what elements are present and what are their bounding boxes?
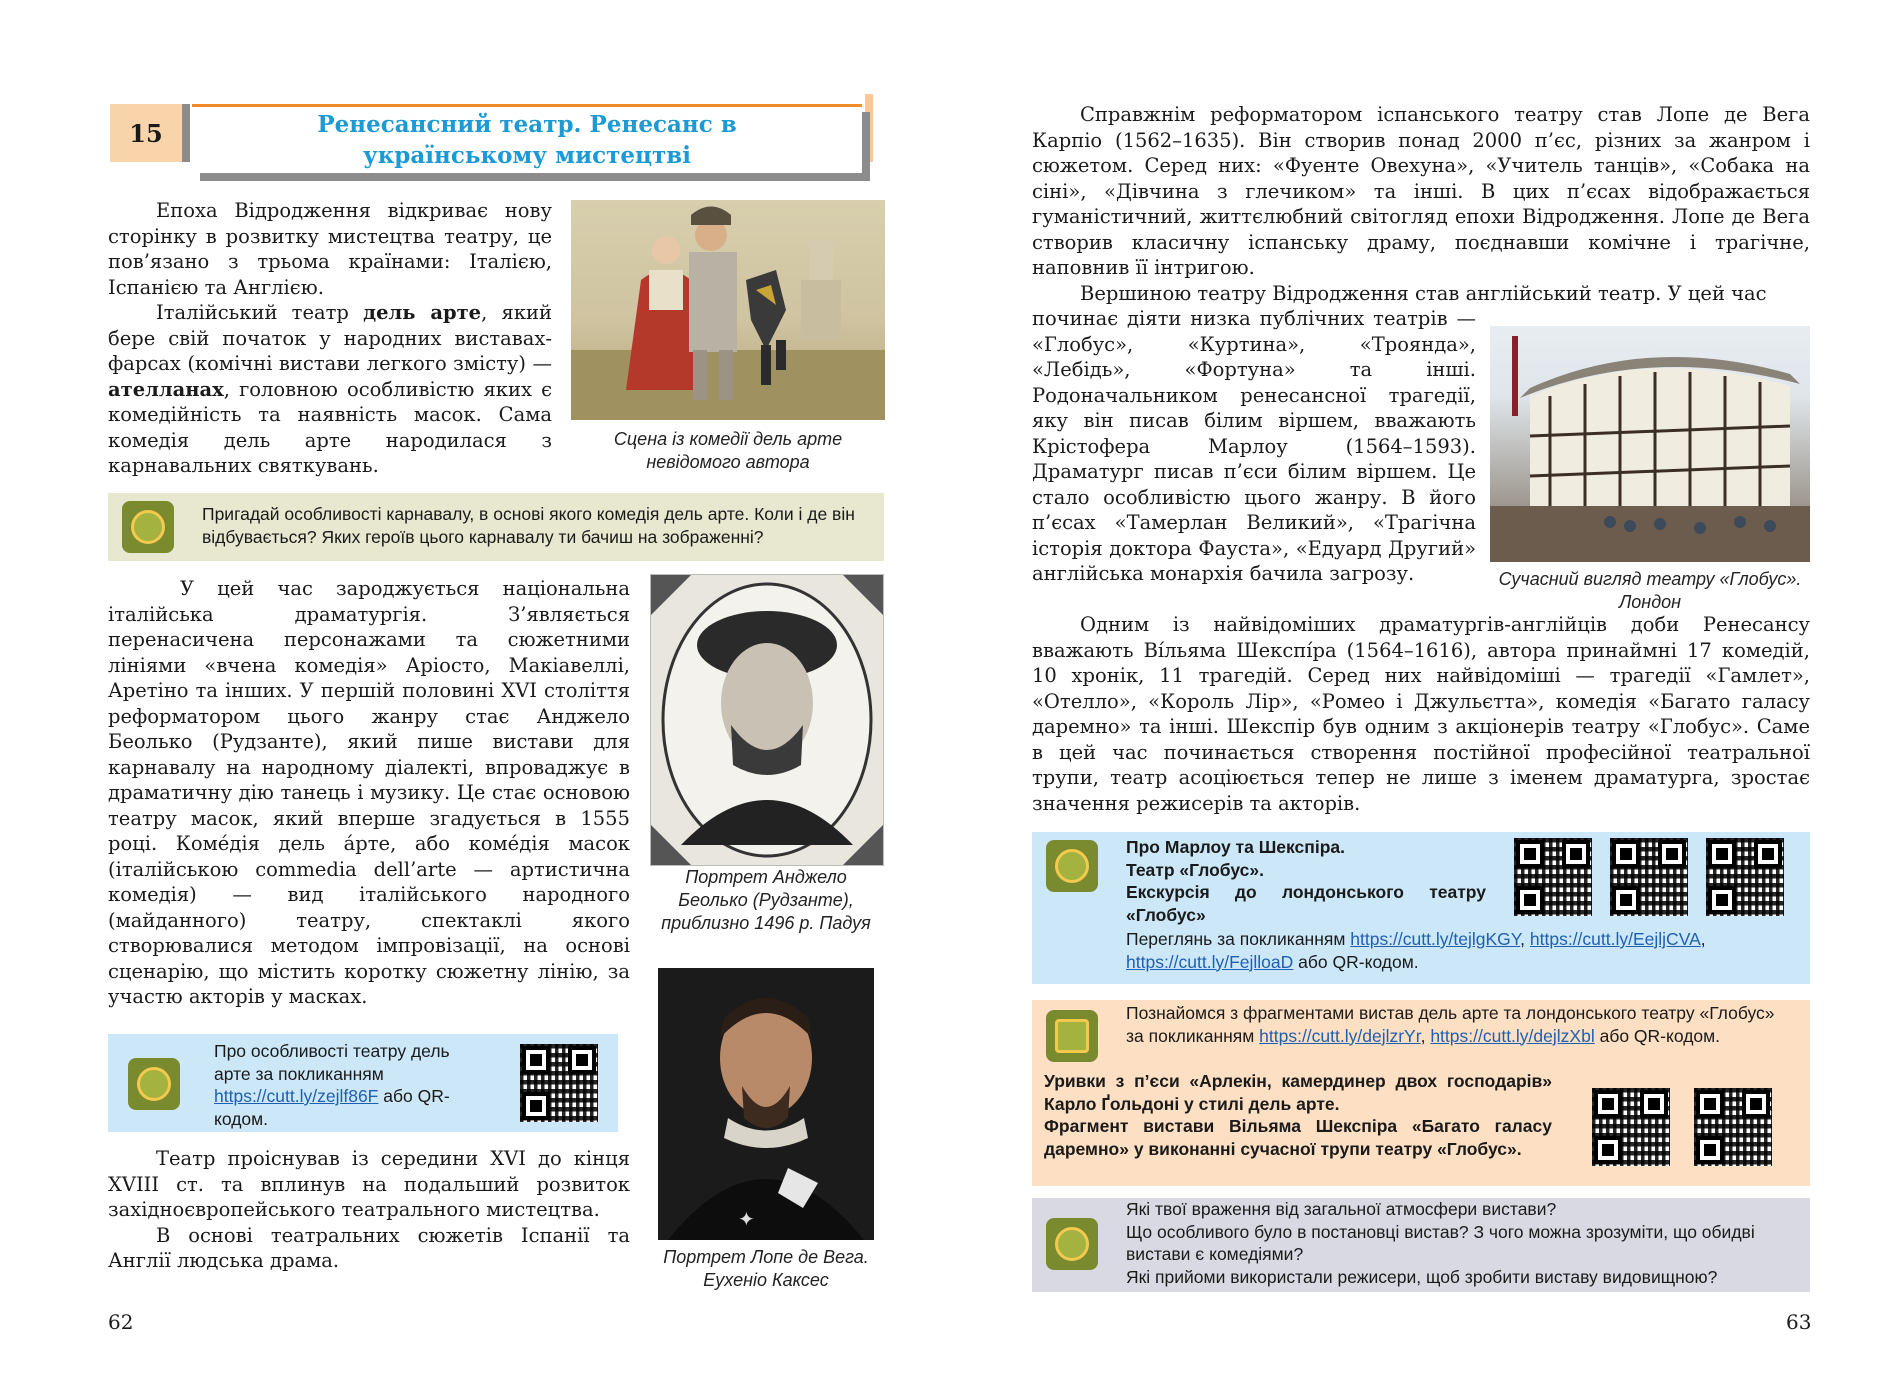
qr-code-4[interactable] [1592, 1088, 1670, 1166]
marlowe-box-links: Переглянь за покликанням https://cutt.ly/tejlgKGY, https://cutt.ly/EejljCVA, https://cutt.ly/FejlloaD або QR-кодом. [1126, 929, 1706, 972]
paragraph-drama: У цей час зароджується національна італійська драматургія. З’являється перенасичена персонажами та сюжетними лініями «вчена комедія» Аріосто, Макіавеллі, Аретіно та інших. У першій половині XVI століття реформатором цього жанру стає Анджело Беолько (Рудзанте), який пише вистави для карнавалу на народному діалекті, впроваджує в драматичну дію танець і музику. Це стає основою театру масок, який вперше згадується в 1555 році. Коме́дія дель а́рте, або коме́дія масок (італійською commedia dell’arte — артистична комедія) — вид італійського народного (майданного) театру, спектаклі якого створювалися методом імпровізації, на основі сценарію, що містить коротку сюжетну лінію, за участю акторів у масках. [108, 577, 630, 1008]
discussion-questions [1126, 1198, 1796, 1288]
commedia-scene-illustration [571, 200, 885, 420]
qr-phone-icon [128, 1058, 180, 1110]
paragraph-shakespeare: Одним із найвідоміших драматургів-англійців доби Ренесансу вважають Ві́льяма Шекспі́ра (1564–1616), автора принаймні 17 комедій, 10 хронік, 11 трагедій. Серед них найвідоміші — трагедії «Гамлет», «Отелло», «Король Лір», «Ромео і Джульєтта», комедія «Багато галасу даремно» та інші. Шекспір був одним з акціонерів театру «Глобус». Саме в цей час починається створення постійної професійної театральної трупи, театр асоціюється тепер не лише з іменем драматурга, зростає значення режисерів та акторів. [1032, 613, 1810, 815]
qr-code[interactable] [520, 1044, 598, 1122]
qr-code-2[interactable] [1610, 838, 1688, 916]
lesson-title-text: Ренесансний театр. Ренесанс в українському мистецтві [317, 111, 737, 169]
performances-list [1044, 1070, 1552, 1160]
globe-link-1[interactable]: https://cutt.ly/tejlgKGY [1350, 929, 1521, 949]
excursion-title: Екскурсія до лондонського театру «Глобус» [1126, 882, 1486, 925]
globe-theatre-image [1490, 326, 1810, 562]
paragraph-theatre-existed: Театр проіснував із середини XVI до кінця XVIII ст. та вплинув на подальший розвиток західноєвропейського театрального мистецтва. [108, 1147, 630, 1221]
beolco-portrait-drawing [651, 575, 883, 865]
closing-text [108, 1146, 630, 1274]
discussion-box [1032, 1198, 1810, 1292]
question-atmosphere: Які твої враження від загальної атмосфери вистави? [1126, 1199, 1557, 1219]
paragraph-english-theatre: починає діяти низка публічних театрів — «Глобус», «Куртина», «Троянда», «Лебідь», «Фортуна» та інші. Родоначальником ренесансної трагедії, яку він писав білим віршем, вважають Крістофера Марлоу (1564–1593). Драматург писав п’єси білим віршем. Це стало особливістю цього жанру. В його п’єсах «Тамерлан Великий», «Трагічна історія доктора Фауста», «Едуард Другий» англійська монархія бачила загрозу. [1032, 307, 1476, 585]
commedia-scene-image [571, 200, 885, 420]
page-number-left: 62 [108, 1310, 134, 1334]
image1-caption: Сцена із комедії дель арте невідомого автора [613, 429, 843, 472]
question-text: Пригадай особливості карнавалу, в основі якого комедія дель арте. Коли і де він відбувається? Яких героїв цього карнавалу ти бачиш на зображенні? [202, 504, 855, 547]
thinking-head-icon [122, 501, 174, 553]
globe-link-2[interactable]: https://cutt.ly/EejljCVA [1529, 929, 1701, 949]
title-accent-bar [865, 94, 873, 162]
lesson-title [192, 104, 862, 173]
globe-link-3[interactable]: https://cutt.ly/FejlloaD [1126, 951, 1294, 972]
discussion-people-icon [1046, 1218, 1098, 1270]
lope-de-vega-portrait-image [658, 968, 874, 1240]
image2-caption: Портрет Анджело Беолько (Рудзанте), приблизно 1496 р. Падуя [661, 867, 871, 933]
marlowe-shakespeare-box [1032, 832, 1810, 984]
goldoni-fragment: Уривки з п’єси «Арлекін, камердинер двох господарів» Карло Ґольдоні у стилі дель арте. [1044, 1071, 1552, 1114]
image3-caption: Портрет Лопе де Вега. Еухеніо Каксес [663, 1247, 869, 1290]
question-box [108, 493, 884, 561]
qr-phone-icon [1046, 840, 1098, 892]
globe-title: Театр «Глобус». [1126, 859, 1264, 880]
paragraph-spain-england: В основі театральних сюжетів Іспанії та Англії людська драма. [108, 1223, 630, 1272]
svg-text:✦: ✦ [738, 1207, 755, 1231]
page-number-right: 63 [1786, 1310, 1812, 1334]
question-techniques: Які прийоми використали режисери, щоб зробити виставу видовищною? [1126, 1266, 1718, 1287]
del-arte-link[interactable]: https://cutt.ly/zejlf86F [214, 1086, 379, 1106]
qr-code-5[interactable] [1694, 1088, 1772, 1166]
del-arte-link-box [108, 1034, 618, 1132]
shakespeare-fragment: Фрагмент вистави Вільяма Шекспіра «Багато галасу даремно» у виконанні сучасної трупи театру «Глобус». [1044, 1116, 1552, 1159]
del-arte-link-text: Про особливості театру дель арте за покликанням https://cutt.ly/zejlf86F або QR-кодом. [214, 1041, 450, 1129]
beolco-portrait-image [650, 574, 884, 866]
qr-code-1[interactable] [1514, 838, 1592, 916]
globe-theatre-photo [1490, 326, 1810, 562]
paragraph-del-arte: Італійський театр дель арте, який бере свій початок у народних виставах-фарсах (комічні вистави легкого змісту) — ателланах, головною особливістю яких є комедійність та наявність масок. Сама комедія дель арте народилася з карнавальних святкувань. [108, 301, 552, 477]
performance-link-2[interactable]: https://cutt.ly/dejlzXbl [1430, 1025, 1595, 1046]
performances-intro: Познайомся з фрагментами вистав дель арте та лондонського театру «Глобус» за покликанням https://cutt.ly/dejlzrYr, https://cutt.ly/dejlzXbl або QR-кодом. [1126, 1003, 1775, 1046]
marlowe-box-titles [1126, 836, 1486, 926]
qr-code-3[interactable] [1706, 838, 1784, 916]
paragraph-lope: Справжнім реформатором іспанського театру став Лопе де Вега Карпіо (1562–1635). Він створив понад 2000 п’єс, різних за жанром і сюжетом. Серед них: «Фуенте Овехуна», «Учитель танців», «Собака на сіні», «Дівчина з глечиком» та інші. В цих п’єсах відображається гуманістичний, життєлюбний світогляд епохи Відродження. Лопе де Вега створив класичну іспанську драму, поєднавши комічне і трагічне, наповнив її інтригою. Вершиною театру Відродження став англійський театр. У цей час [1032, 103, 1810, 305]
right-page [952, 0, 1904, 1400]
performances-box [1032, 1000, 1810, 1186]
question-staging: Що особливого було в постановці вистав? З чого можна зрозуміти, що обидві вистави є комедіями? [1126, 1221, 1755, 1264]
lesson-number: 15 [110, 104, 182, 162]
intro-text [108, 198, 552, 479]
marlowe-title: Про Марлоу та Шекспіра. [1126, 837, 1345, 857]
lope-de-vega-portrait-painting [658, 968, 874, 1240]
globe-image-caption: Сучасний вигляд театру «Глобус». Лондон [1498, 569, 1802, 612]
performance-link-1[interactable]: https://cutt.ly/dejlzrYr [1259, 1025, 1421, 1046]
number-shadow [182, 104, 190, 162]
paragraph-english-first-line: Вершиною театру Відродження став англійський театр. У цей час [1080, 281, 1767, 305]
video-screen-icon [1046, 1010, 1098, 1062]
paragraph-epoch: Епоха Відродження відкриває нову сторінку в розвитку мистецтва театру, це пов’язано з трьома країнами: Італією, Іспанією та Англією. [108, 199, 552, 299]
